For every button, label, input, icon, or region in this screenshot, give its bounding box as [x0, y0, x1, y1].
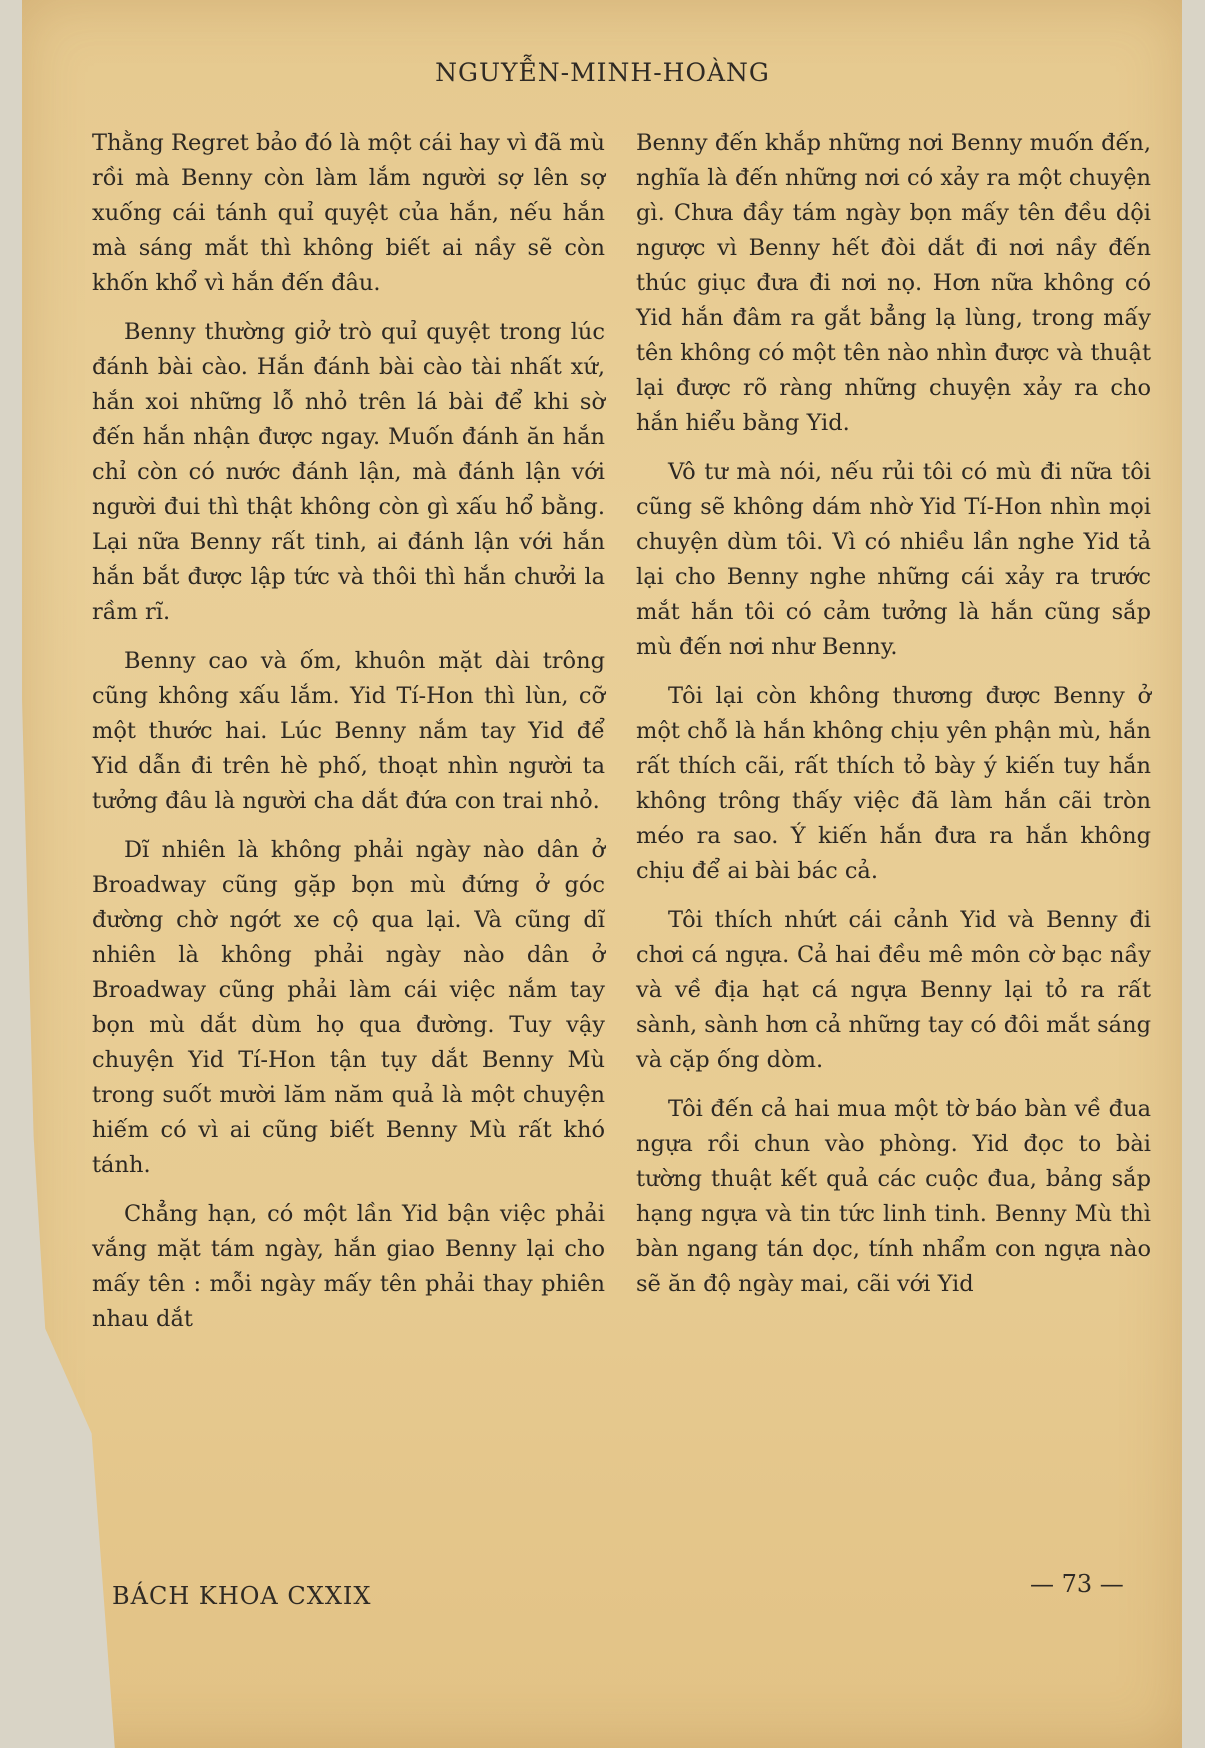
left-column — [92, 126, 605, 1351]
footer-page-number: — 73 — — [1030, 1570, 1124, 1598]
page-header-author: NGUYỄN-MINH-HOÀNG — [435, 58, 770, 87]
paragraph: Benny thường giở trò quỉ quyệt trong lúc đánh bài cào. Hắn đánh bài cào tài nhất xứ, hắn xoi những lỗ nhỏ trên lá bài để khi sờ đến hắn nhận được ngay. Muốn đánh ăn hắn chỉ còn có nước đánh lận, mà đánh lận với người đui thì thật không còn gì xấu hổ bằng. Lại nữa Benny rất tinh, ai đánh lận với hắn hắn bắt được lập tức và thôi thì hắn chưởi la rầm rĩ. — [92, 319, 605, 625]
paragraph: Tôi đến cả hai mua một tờ báo bàn về đua ngựa rồi chun vào phòng. Yid đọc to bài tường thuật kết quả các cuộc đua, bảng sắp hạng ngựa và tin tức linh tinh. Benny Mù thì bàn ngang tán dọc, tính nhẩm con ngựa nào sẽ ăn độ ngày mai, cãi với Yid — [636, 1096, 1151, 1297]
right-column — [636, 126, 1151, 1316]
paragraph: Chẳng hạn, có một lần Yid bận việc phải vắng mặt tám ngày, hắn giao Benny lại cho mấy tên : mỗi ngày mấy tên phải thay phiên nhau dắt — [92, 1201, 605, 1332]
paragraph: Benny đến khắp những nơi Benny muốn đến, nghĩa là đến những nơi có xảy ra một chuyện gì. Chưa đầy tám ngày bọn mấy tên đều dội ngược vì Benny hết đòi dắt đi nơi nầy đến thúc giục đưa đi nơi nọ. Hơn nữa không có Yid hắn đâm ra gắt bẳng lạ lùng, trong mấy tên không có một tên nào nhìn được và thuật lại được rõ ràng những chuyện xảy ra cho hắn hiểu bằng Yid. — [636, 130, 1151, 436]
paragraph: Tôi lại còn không thương được Benny ở một chỗ là hắn không chịu yên phận mù, hắn rất thích cãi, rất thích tỏ bày ý kiến tuy hắn không trông thấy việc đã làm hắn cãi tròn méo ra sao. Ý kiến hắn đưa ra hắn không chịu để ai bài bác cả. — [636, 683, 1151, 884]
footer-magazine-title: BÁCH KHOA CXXIX — [112, 1582, 372, 1610]
paragraph: Vô tư mà nói, nếu rủi tôi có mù đi nữa tôi cũng sẽ không dám nhờ Yid Tí-Hon nhìn mọi chuyện dùm tôi. Vì có nhiều lần nghe Yid tả lại cho Benny nghe những cái xảy ra trước mắt hắn tôi có cảm tưởng là hắn cũng sắp mù đến nơi như Benny. — [636, 459, 1151, 660]
paragraph: Benny cao và ốm, khuôn mặt dài trông cũng không xấu lắm. Yid Tí-Hon thì lùn, cỡ một thước hai. Lúc Benny nắm tay Yid để Yid dẫn đi trên hè phố, thoạt nhìn người ta tưởng đâu là người cha dắt đứa con trai nhỏ. — [92, 648, 605, 814]
paragraph: Tôi thích nhứt cái cảnh Yid và Benny đi chơi cá ngựa. Cả hai đều mê môn cờ bạc nầy và về địa hạt cá ngựa Benny lại tỏ ra rất sành, sành hơn cả những tay có đôi mắt sáng và cặp ống dòm. — [636, 907, 1151, 1073]
paragraph: Thằng Regret bảo đó là một cái hay vì đã mù rồi mà Benny còn làm lắm người sợ lên sợ xuống cái tánh quỉ quyệt của hắn, nếu hắn mà sáng mắt thì không biết ai nầy sẽ còn khốn khổ vì hắn đến đâu. — [92, 130, 605, 296]
paragraph: Dĩ nhiên là không phải ngày nào dân ở Broadway cũng gặp bọn mù đứng ở góc đường chờ ngớt xe cộ qua lại. Và cũng dĩ nhiên là không phải ngày nào dân ở Broadway cũng phải làm cái việc nắm tay bọn mù dắt dùm họ qua đường. Tuy vậy chuyện Yid Tí-Hon tận tụy dắt Benny Mù trong suốt mười lăm năm quả là một chuyện hiếm có vì ai cũng biết Benny Mù rất khó tánh. — [92, 837, 605, 1178]
